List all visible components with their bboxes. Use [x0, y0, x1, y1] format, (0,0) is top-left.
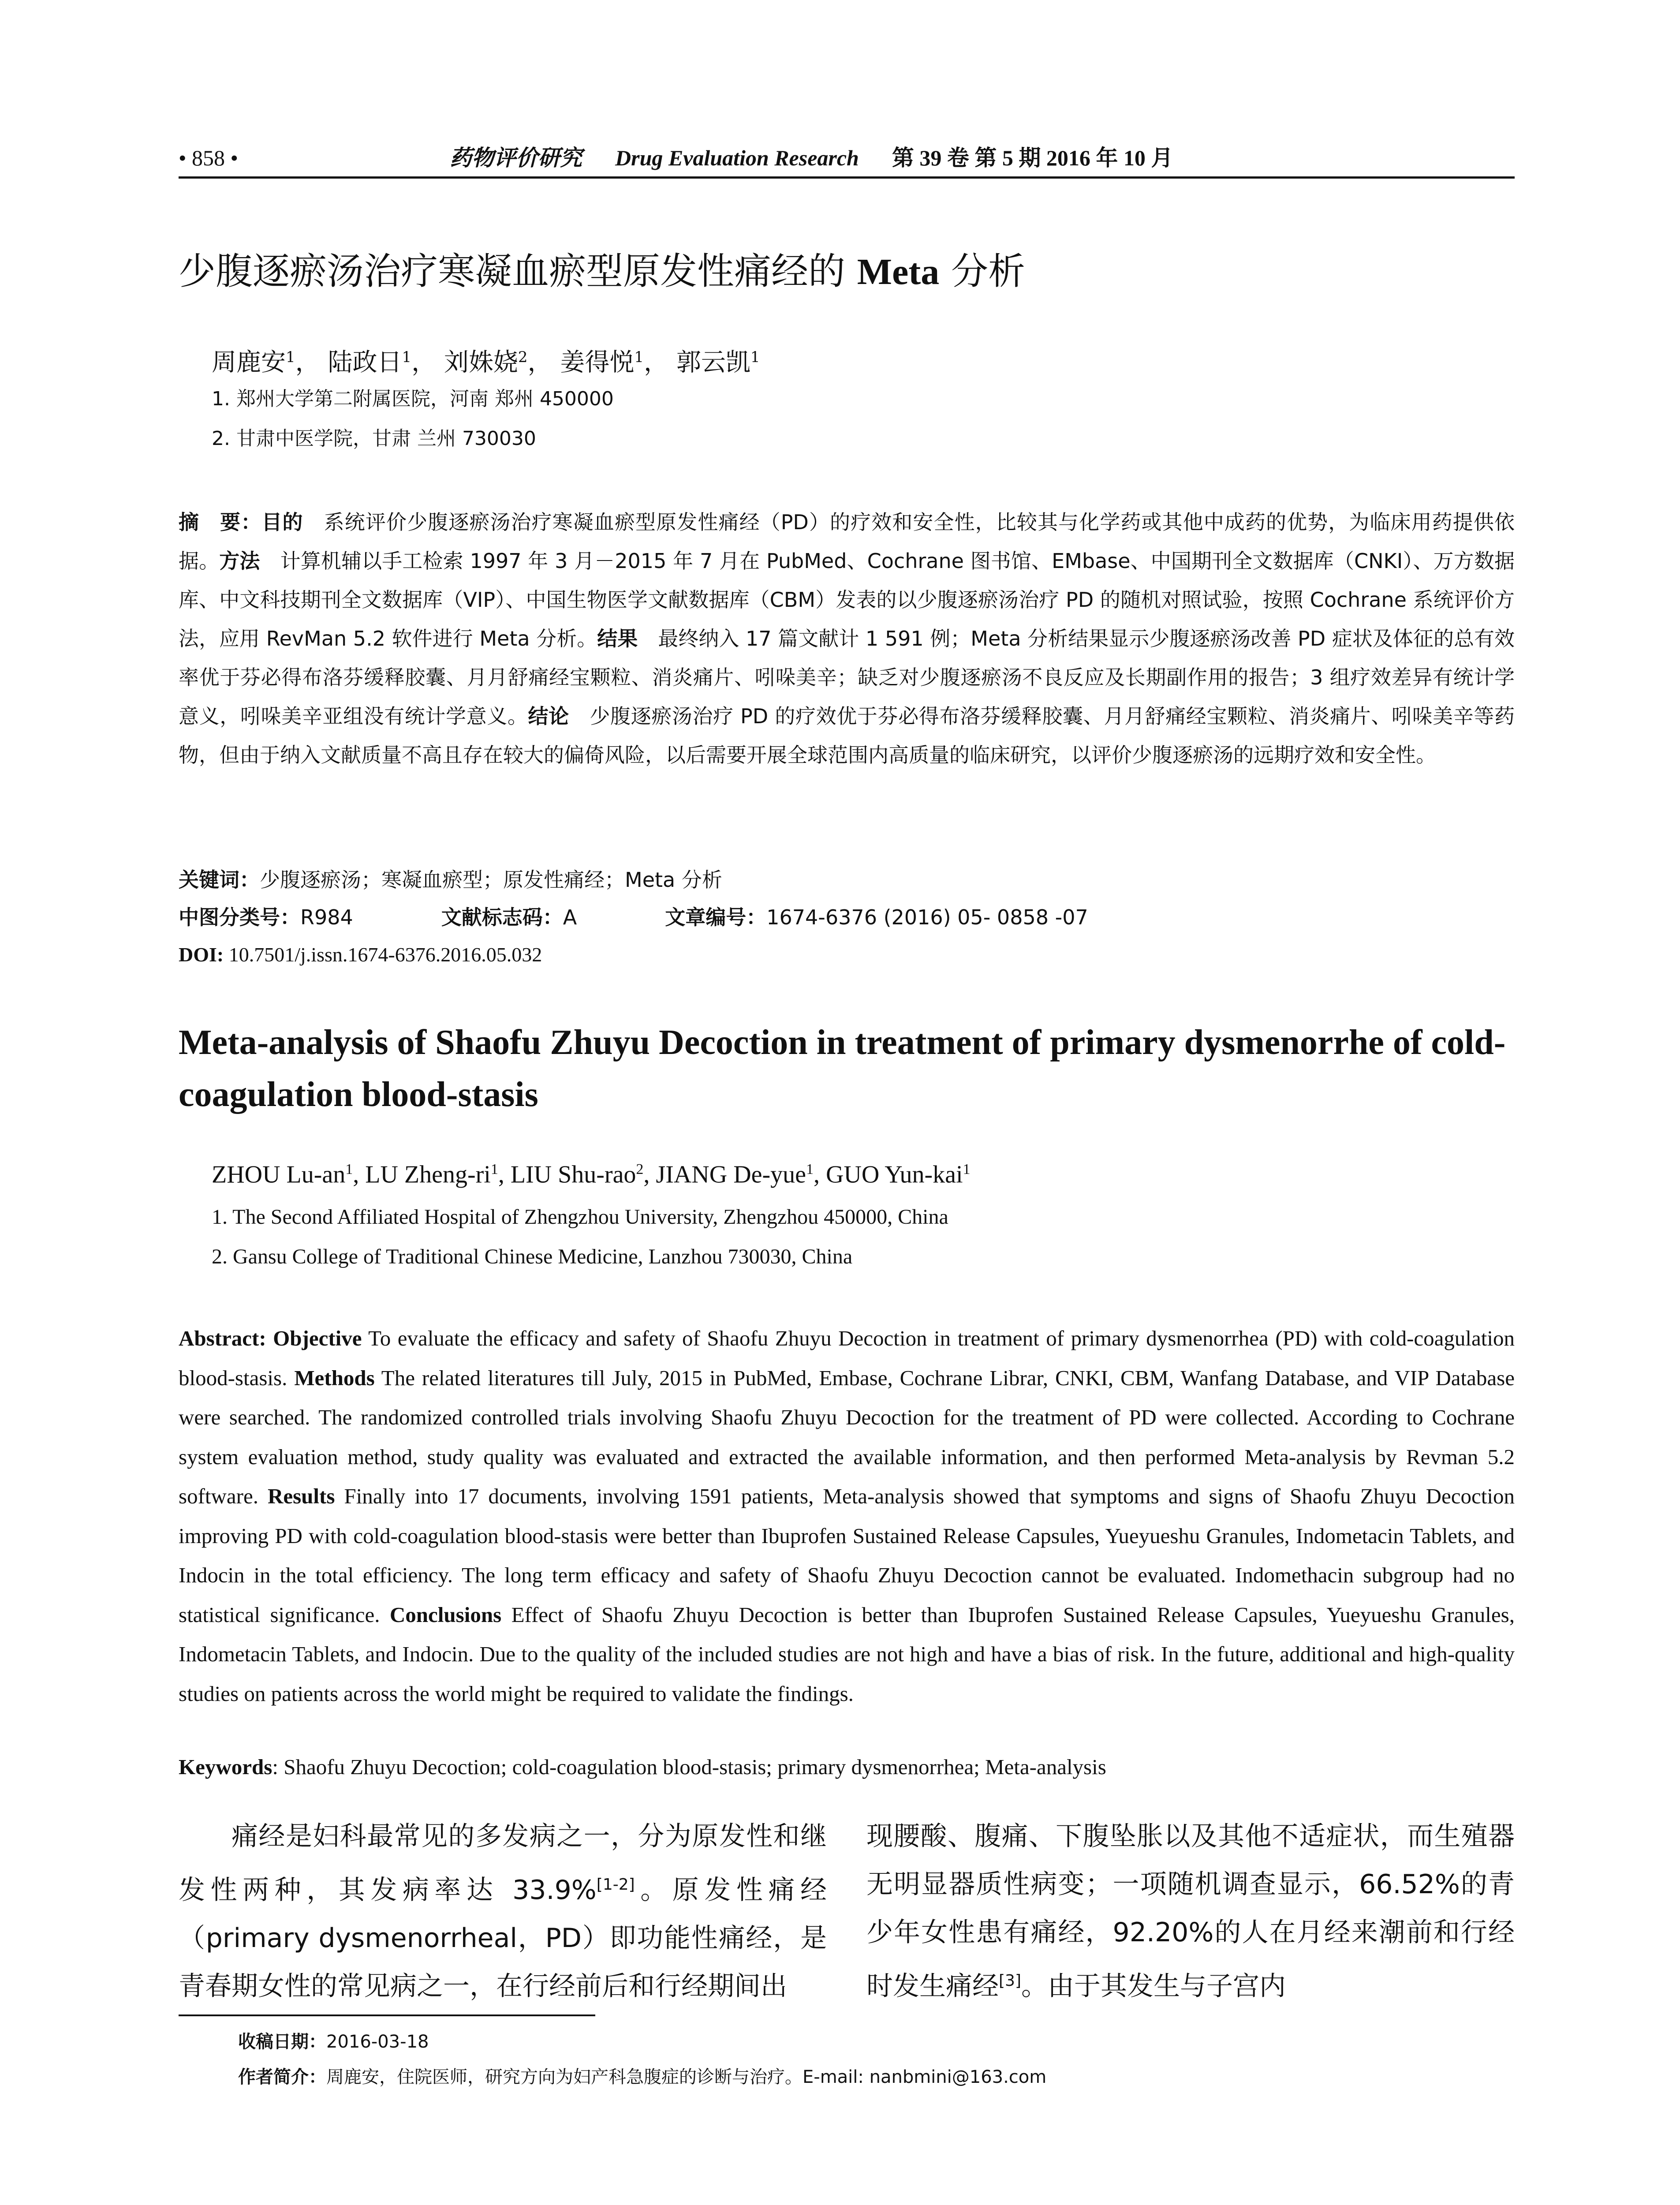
body-column-left: 痛经是妇科最常见的多发病之一，分为原发性和继发性两种，其发病率达 33.9%[1-2]。原发性痛经（primary dysmenorrheal，PD）即功能性痛经，是青春期女性的常见病之一，在行经前后和行经期间出: [179, 1821, 827, 2002]
footnote-rule: [179, 2014, 595, 2016]
author-name: 周鹿安: [212, 348, 286, 377]
author-name: 郭云凯: [676, 348, 750, 377]
author-name: 刘姝娆: [444, 348, 518, 377]
affiliation-en-1: 1. The Second Affiliated Hospital of Zhengzhou University, Zhengzhou 450000, China: [212, 1205, 948, 1229]
footnote-received: 收稿日期：2016-03-18: [238, 2032, 429, 2052]
keywords-en: Keywords: Shaofu Zhuyu Decoction; cold-coagulation blood-stasis; primary dysmenorrhea; Meta-analysis: [179, 1755, 1106, 1779]
classification-line: 中图分类号：R984 文献标志码：A 文章编号：1674-6376 (2016) 05- 0858 -07: [179, 905, 1088, 929]
citation-ref: [3]: [999, 1972, 1021, 1990]
author-name: LU Zheng-ri: [365, 1161, 491, 1188]
article-title-cn: 少腹逐瘀汤治疗寒凝血瘀型原发性痛经的 Meta 分析: [179, 250, 1025, 293]
journal-name-cn: 药物评价研究: [450, 145, 582, 171]
author-name: JIANG De-yue: [656, 1161, 806, 1188]
authors-en: ZHOU $Lu-an^1$, LU Zheng-$ri^1$, LIU Shu-rao$^2$, JIANG De-yue$^1$, GUO Yun-kai$^1$: [212, 1161, 971, 1188]
footnote-author-bio: 作者简介：周鹿安，住院医师，研究方向为妇产科急腹症的诊断与治疗。E-mail: nanbmini@163.com: [238, 2067, 1047, 2087]
author-name: ZHOU Lu-an: [212, 1161, 346, 1188]
author-name: GUO Yun-kai: [826, 1161, 963, 1188]
affiliation-cn-1: 1. 郑州大学第二附属医院，河南 郑州 450000: [212, 388, 614, 410]
author-name: LIU Shu-rao: [510, 1161, 636, 1188]
journal-issue: 第 39 卷 第 5 期 2016 年 10 月: [892, 146, 1173, 170]
body-column-right: 现腰酸、腹痛、下腹坠胀以及其他不适症状，而生殖器无明显器质性病变；一项随机调查显示，66.52%的青少年女性患有痛经，92.20%的人在月经来潮前和行经时发生痛经[3]。由于其发生与子宫内: [866, 1821, 1515, 2002]
author-name: 陆政日: [328, 348, 402, 377]
citation-ref: [1-2]: [596, 1876, 635, 1894]
journal-name-en: Drug Evaluation Research: [615, 146, 859, 170]
abstract-cn: 摘 要：目的 系统评价少腹逐瘀汤治疗寒凝血瘀型原发性痛经（PD）的疗效和安全性，比较其与化学药或其他中成药的优势，为临床用药提供依据。方法 计算机辅以手工检索 1997 年 3 月－2015 年 7 月在 PubMed、Cochrane 图书馆、EMbase、中国期刊全文数据库（CNKI）、万方数据库、中文科技期刊全文数据库（VIP）、中国生物医学文献数据库（CBM）发表的以少腹逐瘀汤治疗 PD 的随机对照试验，按照 Cochrane 系统评价方法，应用 RevMan 5.2 软件进行 Meta 分析。结果 最终纳入 17 篇文献计 1 591 例；Meta 分析结果显示少腹逐瘀汤改善 PD 症状及体征的总有效率优于芬必得布洛芬缓释胶囊、月月舒痛经宝颗粒、消炎痛片、吲哚美辛；缺乏对少腹逐瘀汤不良反应及长期副作用的报告；3 组疗效差异有统计学意义，吲哚美辛亚组没有统计学意义。结论 少腹逐瘀汤治疗 PD 的疗效优于芬必得布洛芬缓释胶囊、月月舒痛经宝颗粒、消炎痛片、吲哚美辛等药物，但由于纳入文献质量不高且存在较大的偏倚风险，以后需要开展全球范围内高质量的临床研究，以评价少腹逐瘀汤的远期疗效和安全性。: [179, 510, 1515, 767]
header-rule: [179, 176, 1515, 179]
page-number: • 858 •: [179, 146, 239, 170]
authors-cn: 周鹿安$^1$， 陆政日$^1$， 刘姝娆$^2$， 姜得悦$^1$， 郭云凯$^1$: [212, 348, 760, 377]
keywords-cn: 关键词：少腹逐瘀汤；寒凝血瘀型；原发性痛经；Meta 分析: [179, 868, 722, 892]
doi: DOI: 10.7501/j.issn.1674-6376.2016.05.032: [179, 943, 542, 966]
affiliation-en-2: 2. Gansu College of Traditional Chinese Medicine, Lanzhou 730030, China: [212, 1245, 853, 1268]
affiliation-cn-2: 2. 甘肃中医学院，甘肃 兰州 730030: [212, 427, 536, 450]
abstract-en: Abstract: Objective To evaluate the efficacy and safety of Shaofu Zhuyu Decoction in treatment of primary dysmenorrhea (PD) with cold-coagulation blood-stasis. Methods The related literatures till July, 2015 in PubMed, Embase, Cochrane Librar, CNKI, CBM, Wanfang Database, and VIP Database were searched. The randomized controlled trials involving Shaofu Zhuyu Decoction for the treatment of PD were collected. According to Cochrane system evaluation method, study quality was evaluated and extracted the available information, and then performed Meta-analysis by Revman 5.2 software. Results Finally into 17 documents, involving 1591 patients, Meta-analysis showed that symptoms and signs of Shaofu Zhuyu Decoction improving PD with cold-coagulation blood-stasis were better than Ibuprofen Sustained Release Capsules, Yueyueshu Granules, Indometacin Tablets, and Indocin in the total efficiency. The long term efficacy and safety of Shaofu Zhuyu Decoction cannot be evaluated. Indomethacin subgroup had no statistical significance. Conclusions Effect of Shaofu Zhuyu Decoction is better than Ibuprofen Sustained Release Capsules, Yueyueshu Granules, Indometacin Tablets, and Indocin. Due to the quality of the included studies are not high and have a bias of risk. In the future, additional and high-quality studies on patients across the world might be required to validate the findings.: [179, 1326, 1515, 1706]
article-title-en: Meta-analysis of Shaofu Zhuyu Decoction in treatment of primary dysmenorrhe of cold-coagulation blood-stasis: [179, 1023, 1506, 1114]
author-name: 姜得悦: [560, 348, 635, 377]
journal-header: [450, 140, 1173, 176]
